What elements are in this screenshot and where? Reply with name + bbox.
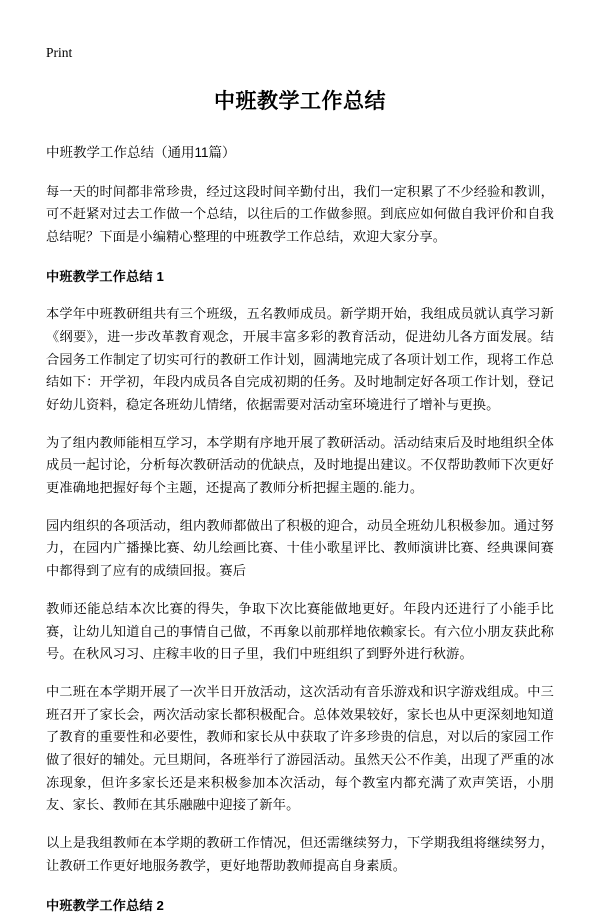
document-body: [46, 181, 554, 917]
section-heading: 中班教学工作总结 2: [46, 897, 164, 913]
paragraph: 中二班在本学期开展了一次半日开放活动，这次活动有音乐游戏和识字游戏组成。中三班召开了家长会，两次活动家长都积极配合。总体效果较好，家长也从中更深刻地知道了教育的重要性和必要性，教师和家长从中获取了许多珍贵的信息，对以后的家园工作做了很好的辅处。元旦期间，各班举行了游园活动。虽然天公不作美，出现了严重的冰冻现象，但许多家长还是来积极参加本次活动，每个教室内都充满了欢声笑语，小朋友、家长、教师在其乐融融中迎接了新年。: [46, 683, 554, 813]
paragraph: 以上是我组教师在本学期的教研工作情况，但还需继续努力，下学期我组将继续努力，让教研工作更好地服务教学，更好地帮助教师提高自身素质。: [46, 835, 554, 873]
print-button[interactable]: Print: [46, 45, 73, 60]
page-title: 中班教学工作总结: [214, 90, 386, 113]
document-subtitle: 中班教学工作总结（通用11篇）: [46, 145, 236, 161]
paragraph: 园内组织的各项活动，组内教师都做出了积极的迎合，动员全班幼儿积极参加。通过努力，在园内广播操比赛、幼儿绘画比赛、十佳小歌星评比、教师演讲比赛、经典课间赛中都得到了应有的成绩回报。赛后: [46, 517, 554, 579]
paragraph: 为了组内教师能相互学习，本学期有序地开展了教研活动。活动结束后及时地组织全体成员一起讨论，分析每次教研活动的优缺点，及时地提出建议。不仅帮助教师下次更好更准确地把握好每个主题，还提高了教师分析把握主题的.能力。: [46, 434, 554, 496]
paragraph: 本学年中班教研组共有三个班级，五名教师成员。新学期开始，我组成员就认真学习新《纲要》，进一步改革教育观念，开展丰富多彩的教育活动，促进幼儿各方面发展。结合园务工作制定了切实可行的教研工作计划，圆满地完成了各项计划工作，现将工作总结如下：开学初，年段内成员各自完成初期的任务。及时地制定好各项工作计划，登记好幼儿资料，稳定各班幼儿情绪，依据需要对活动室环境进行了增补与更换。: [46, 306, 554, 412]
paragraph: 每一天的时间都非常珍贵，经过这段时间辛勤付出，我们一定积累了不少经验和教训，可不赶紧对过去工作做一个总结，以往后的工作做参照。到底应如何做自我评价和自我总结呢？下面是小编精心整理的中班教学工作总结，欢迎大家分享。: [46, 183, 554, 244]
section-heading: 中班教学工作总结 1: [46, 268, 164, 284]
paragraph: 教师还能总结本次比赛的得失，争取下次比赛能做地更好。年段内还进行了小能手比赛，让幼儿知道自己的事情自己做，不再象以前那样地依赖家长。有六位小朋友获此称号。在秋风习习、庄稼丰收的日子里，我们中班组织了到野外进行秋游。: [46, 600, 554, 662]
